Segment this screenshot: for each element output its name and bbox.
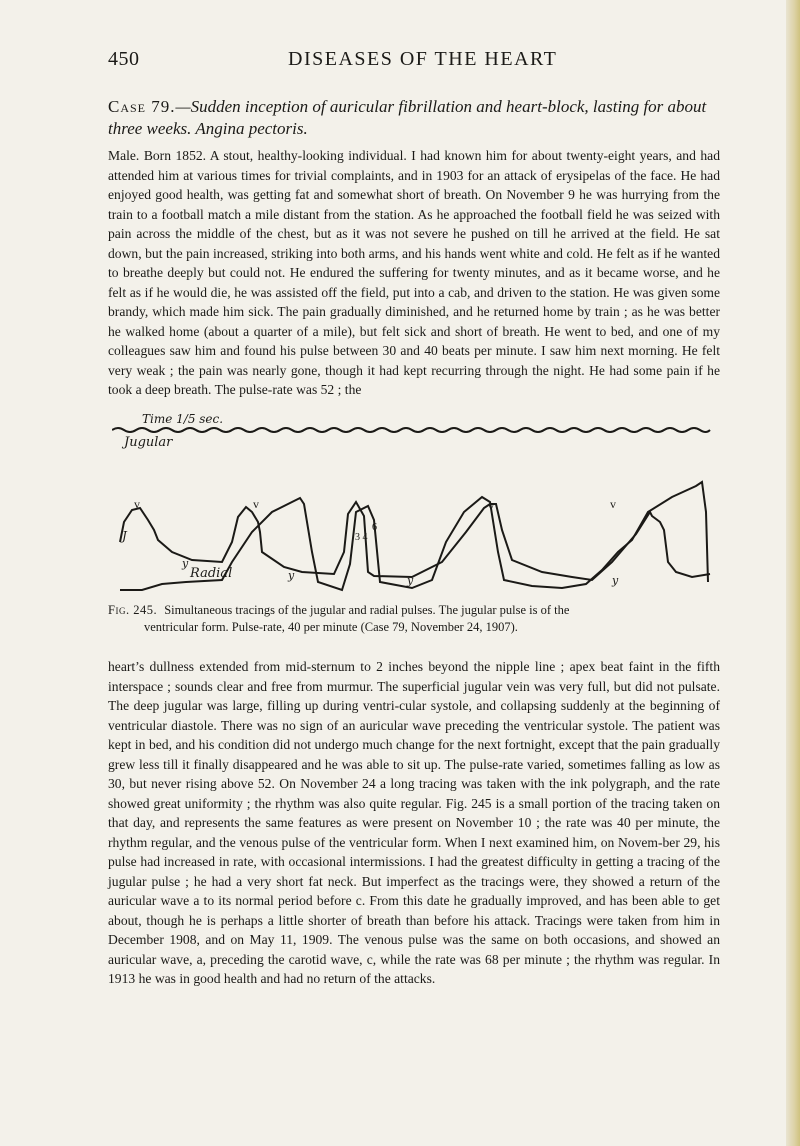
- body-paragraph-1: Male. Born 1852. A stout, healthy-looking individual. I had known him for about twenty-eight years, and had attended him at various times for trivial complaints, and in 1903 for an attack of erysipelas of the face. He had enjoyed good health, was getting fat and somewhat short of breath. On November 9 he was hurrying from the train to a football match a mile distant from the station. As he approached the football field he was seized with pain across the middle of the chest, but as it was not severe he pushed on till he arrived at the field. He sat down, but the pain increased, striking into both arms, and his hands went white and cold. He felt as if he wanted to breathe deeply but could not. He endured the suffering for twenty minutes, and as it became worse, and he felt as if he would die, he was assisted off the field, put into a cab, and driven to the station. He was given some brandy, which made him sick. The pain gradually diminished, and he returned home by train ; as he was better he walked home (about a quarter of a mile), but felt sick and short of breath. He went to bed, and one of my colleagues saw him and found his pulse between 30 and 40 beats per minute. I saw him next morning. He felt very weak ; the pain was nearly gone, though it had kept recurring through the night. He had some pain if he took a deep breath. The pulse-rate was 52 ; the: [108, 148, 720, 397]
- case-label: Case 79.: [108, 97, 176, 116]
- body-paragraph-2: heart’s dullness extended from mid-sternum to 2 inches beyond the nipple line ; apex beat faint in the fifth interspace ; sounds clear and free from murmur. The superficial jugular vein was very full, but did not pulsate. The deep jugular was large, filling up during ventri-cular systole, and collapsing suddenly at the beginning of ventricular diastole. There was no sign of an auricular wave preceding the ventricular systole. The patient was kept in bed, and his condition did not undergo much change for the next fortnight, except that the pain gradually grew less till it finally disappeared and he was able to sit up. The pulse-rate varied, sometimes falling as low as 30, but never rising above 52. On November 24 a long tracing was taken with the ink polygraph, and the rate showed great uniformity ; the rhythm was also quite regular. Fig. 245 is a small portion of the tracing taken on that day, and represents the same features as were present on November 10 ; the rate was 40 per minute, the rhythm regular, and the venous pulse of the ventricular form. When I next examined him, on Novem-ber 29, his pulse had increased in rate, with occasional intermissions. I had the greatest difficulty in getting a tracing of the jugular pulse ; he had a very short fat neck. But imperfect as the tracings were, they showed a return of the auricular wave a to its normal period before c. From this date he gradually improved, and has been able to get about, though he is perhaps a little shorter of breath than before his attack. Tracings were taken from him in December 1908, and on May 11, 1909. The venous pulse was the same on both occasions, and showed an auricular wave, a, preceding the carotid wave, c, while the rate was 68 per minute ; the rhythm was regular. In 1913 he was in good health and had no return of the attacks.: [108, 659, 720, 986]
- wave-v-label-2: v: [253, 497, 259, 511]
- case-title: —Sudden inception of auricular fibrillation and heart-block, lasting for about three weeks. Angina pectoris.: [108, 97, 707, 138]
- page-number: 450: [108, 48, 140, 70]
- page-header: [108, 48, 718, 78]
- jugular-label: Jugular: [124, 435, 173, 450]
- pulse-tracing-svg: [112, 412, 712, 602]
- time-label: Time 1/5 sec.: [142, 412, 224, 426]
- mark-3-4-label: 3 4: [355, 532, 368, 543]
- wave-j-label: J: [122, 529, 127, 543]
- caption-line-1: Simultaneous tracings of the jugular and radial pulses. The jugular pulse is of the: [164, 603, 570, 617]
- running-title: DISEASES OF THE HEART: [288, 48, 558, 70]
- wave-y-label-4: y: [612, 574, 619, 587]
- case-heading: [108, 96, 720, 140]
- figure-number: Fig. 245.: [108, 603, 158, 617]
- wave-y-label-2: y: [288, 569, 295, 582]
- wave-y-label-1: y: [182, 557, 189, 570]
- wave-v-label-4: v: [610, 497, 616, 511]
- wave-y-label-3: y: [407, 574, 414, 587]
- mark-6-label: 6: [372, 522, 377, 533]
- figure-pulse-tracing: [112, 412, 712, 602]
- radial-label: Radial: [190, 566, 233, 581]
- page-edge-shadow: [786, 0, 800, 1146]
- wave-v-label-1: v: [134, 497, 140, 511]
- figure-caption: [108, 602, 720, 636]
- wave-v-label-3: v: [488, 499, 494, 513]
- caption-line-2: ventricular form. Pulse-rate, 40 per minute (Case 79, November 24, 1907).: [144, 620, 518, 634]
- time-marker-line: [112, 428, 710, 432]
